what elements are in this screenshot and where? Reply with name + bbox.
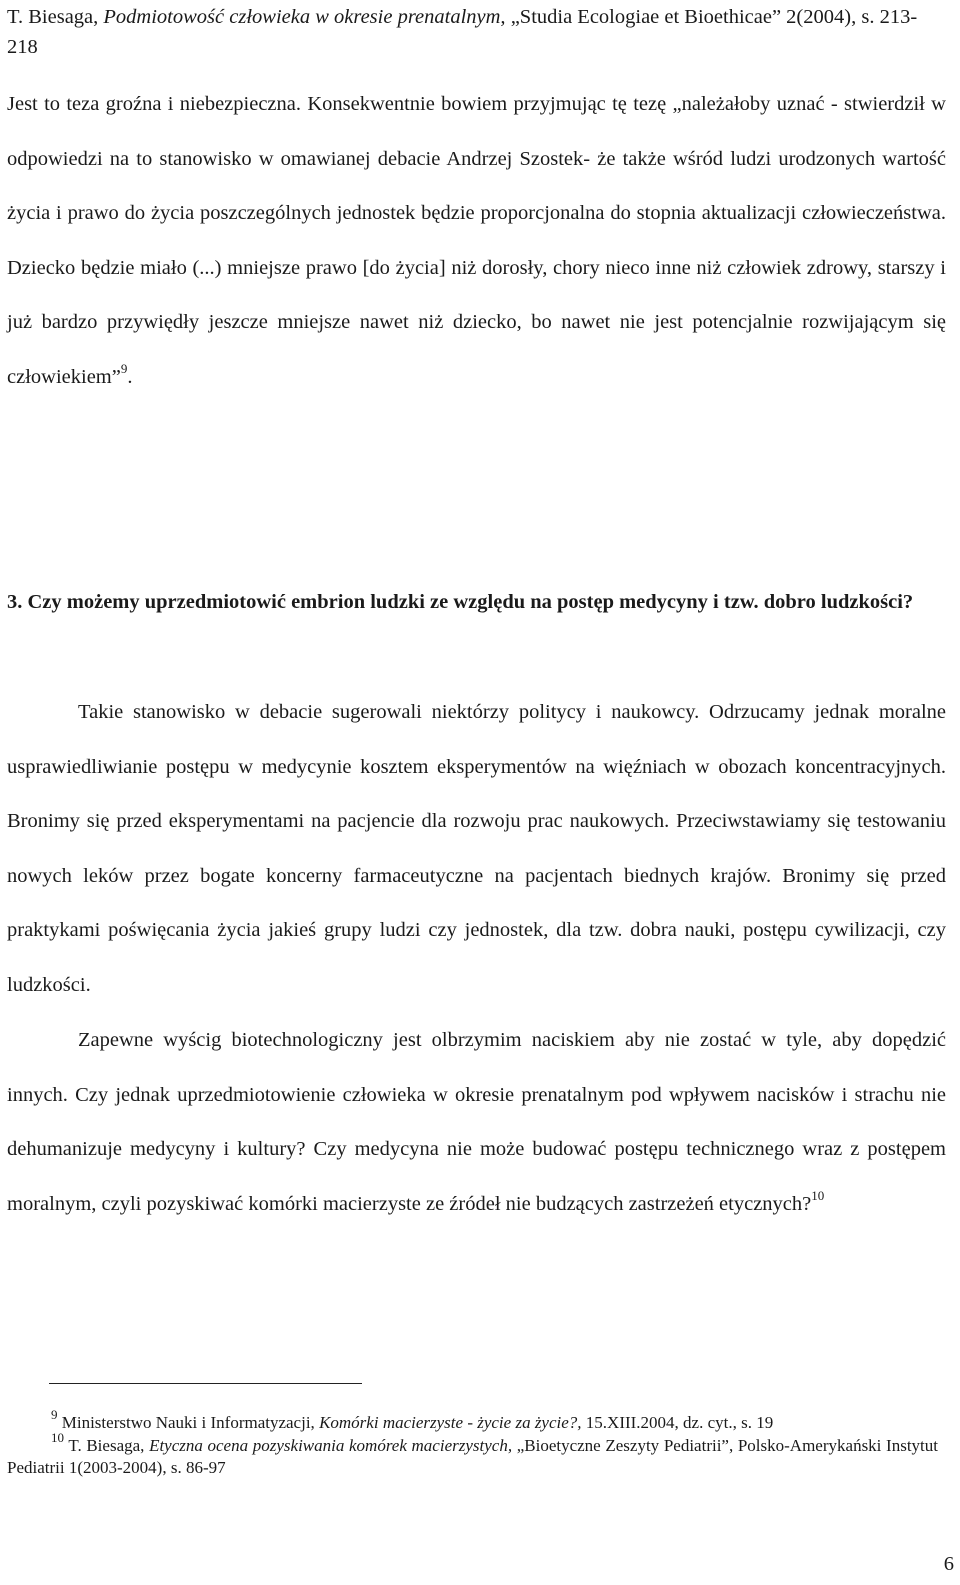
footnote-10 <box>7 1429 938 1480</box>
footnote-9 <box>7 1407 938 1435</box>
footnote-10-title: Etyczna ocena pozyskiwania komórek macierzystych, <box>149 1435 513 1455</box>
page-number: 6 <box>943 1553 954 1575</box>
footnotes <box>7 1407 938 1480</box>
header-journal: „Studia Ecologiae et Bioethicae” 2(2004), s. 213-218 <box>7 6 918 58</box>
footnote-9-number: 9 <box>51 1407 58 1423</box>
paragraph-quote <box>7 77 946 404</box>
paragraph-3 <box>7 1013 946 1231</box>
paragraph-1-text: Jest to teza groźna i niebezpieczna. Konsekwentnie bowiem przyjmując tę tezę „należałoby uznać - stwierdził w odpowiedzi na to stanowisko w omawianej debacie Andrzej Szostek- że także wśród ludzi urodzonych wartość życia i prawo do życia poszczególnych jednostek będzie proporcjonalna do stopnia aktualizacji człowieczeństwa. Dziecko będzie miało (...) mniejsze prawo [do życia] niż dorosły, chory nieco inne niż człowiek zdrowy, starszy i już bardzo przywiędły jeszcze mniejsze nawet niż dziecko, bo nawet nie jest potencjalnie rozwijającym się człowiekiem” <box>7 93 946 388</box>
footnote-9-title: Komórki macierzyste - życie za życie?, <box>319 1413 582 1432</box>
footnote-ref-9: 9 <box>120 360 128 376</box>
footnote-10-number: 10 <box>51 1429 64 1445</box>
footnote-10-pre: T. Biesaga, <box>64 1435 150 1455</box>
running-header <box>7 2 937 62</box>
paragraph-2-text: Takie stanowisko w debacie sugerowali niektórzy politycy i naukowcy. Odrzucamy jednak moralne usprawiedliwianie postępu w medycynie kosztem eksperymentów na więźniach w obozach koncentracyjnych. Bronimy się przed eksperymentami na pacjencie dla rozwoju prac naukowych. Przeciwstawiamy się testowaniu nowych leków przez bogate koncerny farmaceutyczne na pacjentach biednych krajów. Bronimy się przed praktykami poświęcania życia jakieś grupy ludzi czy jednostek, dla tzw. dobra nauki, postępu cywilizacji, czy ludzkości. <box>7 701 946 996</box>
paragraph-3-text: Zapewne wyścig biotechnologiczny jest olbrzymim naciskiem aby nie zostać w tyle, aby dopędzić innych. Czy jednak uprzedmiotowienie człowieka w okresie prenatalnym pod wpływem nacisków i strachu nie dehumanizuje medycyny i kultury? Czy medycyna nie może budować postępu technicznego wraz z postępem moralnym, czyli pozyskiwać komórki macierzyste ze źródeł nie budzących zastrzeżeń etycznych? <box>7 1029 946 1215</box>
paragraph-2 <box>7 685 946 1012</box>
footnote-10-post: „Bioetyczne Zeszyty Pediatrii”, Polsko-Amerykański Instytut Pediatrii 1(2003-2004), s. 86-97 <box>7 1435 938 1477</box>
header-title: Podmiotowość człowieka w okresie prenatalnym, <box>103 6 506 28</box>
footnote-separator <box>49 1383 362 1384</box>
header-author: T. Biesaga, <box>7 6 104 28</box>
footnote-9-pre: Ministerstwo Nauki i Informatyzacji, <box>57 1413 320 1432</box>
footnote-9-post: 15.XIII.2004, dz. cyt., s. 19 <box>581 1413 774 1432</box>
footnote-ref-10: 10 <box>811 1187 825 1203</box>
paragraph-1-end: . <box>127 365 133 388</box>
section-heading: 3. Czy możemy uprzedmiotowić embrion ludzki ze względu na postęp medycyny i tzw. dobro ludzkości? <box>7 591 914 613</box>
